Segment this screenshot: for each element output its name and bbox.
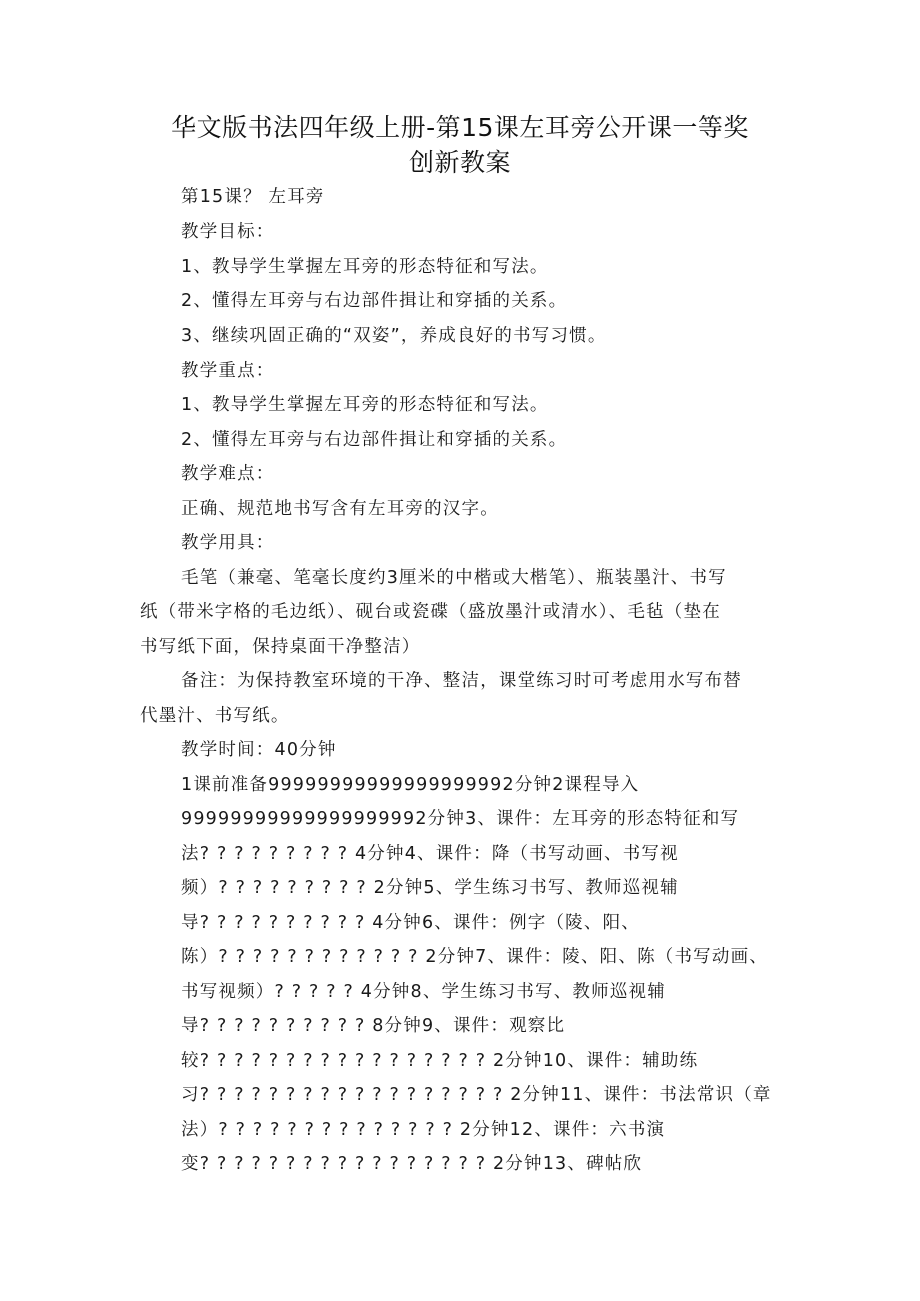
document-title-line-2: 创新教案	[408, 148, 511, 177]
schedule-line: 99999999999999999992分钟3、课件：左耳旁的形态特征和写	[181, 809, 740, 829]
schedule-line: 导? ? ? ? ? ? ? ? ? ? 8分钟9、课件：观察比	[181, 1016, 566, 1036]
schedule-line: 较? ? ? ? ? ? ? ? ? ? ? ? ? ? ? ? ? 2分钟10、课件：辅助练	[181, 1051, 699, 1071]
schedule-line: 导? ? ? ? ? ? ? ? ? ? 4分钟6、课件：例字（陵、阳、	[181, 913, 640, 933]
note-paragraph-line: 代墨汁、书写纸。	[140, 706, 290, 726]
key-point-item-2: 2、懂得左耳旁与右边部件揖让和穿插的关系。	[181, 430, 568, 450]
objective-item-3: 3、继续巩固正确的“双姿”，养成良好的书写习惯。	[181, 326, 607, 346]
tools-paragraph-line: 纸（带米字格的毛边纸）、砚台或瓷碟（盛放墨汁或清水）、毛毡（垫在	[140, 602, 721, 622]
lesson-heading: 第15课？ 左耳旁	[181, 187, 325, 207]
document-title-line-1: 华文版书法四年级上册-第15课左耳旁公开课一等奖	[171, 113, 749, 142]
tools-paragraph-line: 毛笔（兼毫、笔毫长度约3厘米的中楷或大楷笔）、瓶装墨汁、书写	[181, 568, 727, 588]
schedule-line: 1课前准备99999999999999999992分钟2课程导入	[181, 775, 640, 795]
schedule-line: 书写视频）? ? ? ? ? 4分钟8、学生练习书写、教师巡视辅	[181, 982, 666, 1002]
schedule-line: 变? ? ? ? ? ? ? ? ? ? ? ? ? ? ? ? ? 2分钟13、碑帖欣	[181, 1154, 643, 1174]
schedule-line: 习? ? ? ? ? ? ? ? ? ? ? ? ? ? ? ? ? ? 2分钟11、课件：书法常识（章	[181, 1085, 772, 1105]
schedule-line: 法）? ? ? ? ? ? ? ? ? ? ? ? ? ? 2分钟12、课件：六书演	[181, 1120, 666, 1140]
difficulty-item: 正确、规范地书写含有左耳旁的汉字。	[181, 499, 499, 519]
objective-item-2: 2、懂得左耳旁与右边部件揖让和穿插的关系。	[181, 291, 568, 311]
schedule-line: 陈）? ? ? ? ? ? ? ? ? ? ? ? 2分钟7、课件：陵、阳、陈（书写动画、	[181, 947, 768, 967]
schedule-line: 法? ? ? ? ? ? ? ? ? 4分钟4、课件：降（书写动画、书写视	[181, 844, 679, 864]
note-paragraph-line: 备注：为保持教室环境的干净、整洁，课堂练习时可考虑用水写布替	[181, 671, 742, 691]
section-heading-key-points: 教学重点：	[181, 361, 275, 381]
key-point-item-1: 1、教导学生掌握左耳旁的形态特征和写法。	[181, 395, 549, 415]
tools-paragraph-line: 书写纸下面，保持桌面干净整洁）	[140, 637, 421, 657]
teaching-time: 教学时间：40分钟	[181, 740, 337, 760]
objective-item-1: 1、教导学生掌握左耳旁的形态特征和写法。	[181, 257, 549, 277]
section-heading-tools: 教学用具：	[181, 533, 275, 553]
schedule-line: 频）? ? ? ? ? ? ? ? ? 2分钟5、学生练习书写、教师巡视辅	[181, 878, 679, 898]
section-heading-objectives: 教学目标：	[181, 222, 275, 242]
section-heading-difficulties: 教学难点：	[181, 464, 275, 484]
